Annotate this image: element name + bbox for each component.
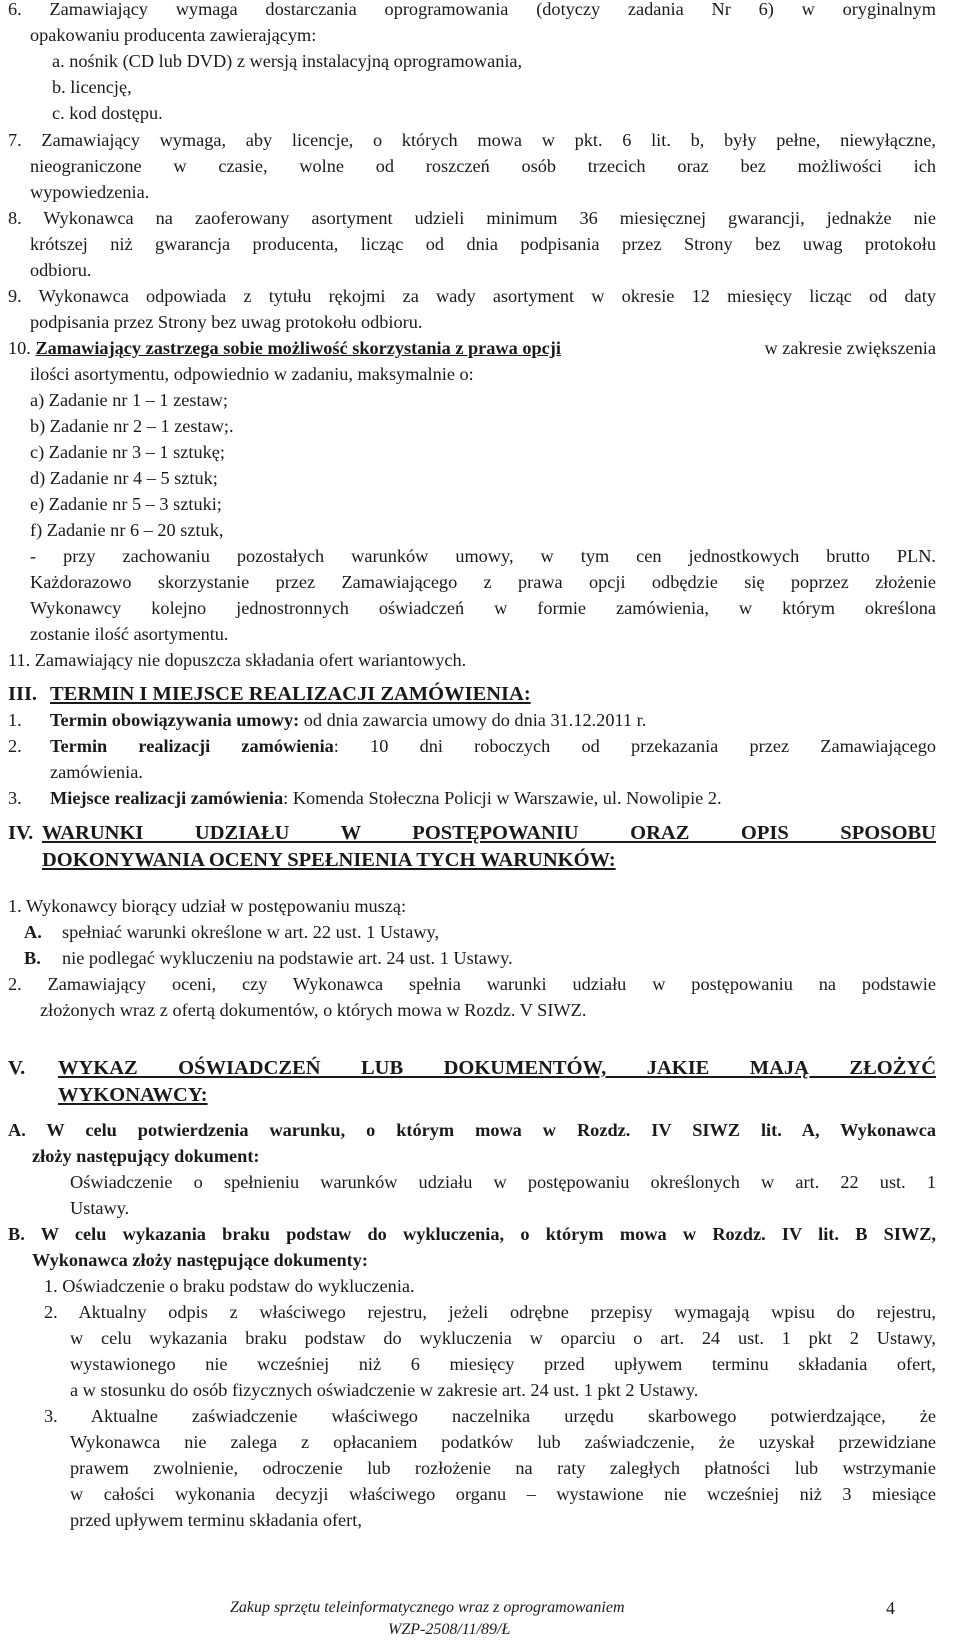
section-5-a-text-2: Ustawy. (70, 1198, 130, 1218)
section-3-item-3-label: Miejsce realizacji zamówienia (50, 788, 284, 808)
section-4-title-line-2: DOKONYWANIA OCENY SPEŁNIENIA TYCH WARUNKÓW: (42, 849, 616, 871)
section-3-item-1-label: Termin obowiązywania umowy: (50, 710, 300, 730)
section-5-b-item-3-line-1: 3. Aktualne zaświadczenie właściwego naczelnika urzędu skarbowego potwierdzające, że (44, 1406, 936, 1426)
section-3-item-3-text: : Komenda Stołeczna Policji w Warszawie, ul. Nowolipie 2. (283, 788, 722, 808)
section-4-item-2-line-1: 2. Zamawiający oceni, czy Wykonawca spełnia warunki udziału w postępowaniu na podstawie (8, 974, 936, 994)
section-5-a-line-2: złoży następujący dokument: (32, 1146, 260, 1166)
item-9-line-2: podpisania przez Strony bez uwag protokołu odbioru. (30, 312, 423, 332)
section-3-item-3-number: 3. (8, 788, 22, 808)
item-10-line-2: ilości asortymentu, odpowiednio w zadaniu, maksymalnie o: (30, 364, 474, 384)
item-10-option-clause: Zamawiający zastrzega sobie możliwość skorzystania z prawa opcji (35, 338, 561, 358)
section-5-b-item-3-line-4: w całości wykonania decyzji właściwego organu – wystawione nie wcześniej niż 3 miesiące (70, 1484, 936, 1504)
section-5-b-item-2-line-3: wystawionego nie wcześniej niż 6 miesięcy przed upływem terminu składania ofert, (70, 1354, 936, 1374)
item-7-line-1: 7. Zamawiający wymaga, aby licencje, o których mowa w pkt. 6 lit. b, były pełne, niewyłączne, (8, 130, 936, 150)
section-3-item-1-number: 1. (8, 710, 22, 730)
option-item: a) Zadanie nr 1 – 1 zestaw; (30, 390, 228, 410)
section-3-item-1 (8, 707, 646, 734)
condition-a-letter: A. (24, 922, 42, 942)
item-6-line-1: 6. Zamawiający wymaga dostarczania oprogramowania (dotyczy zadania Nr 6) w oryginalnym (8, 0, 936, 19)
item-10-tail-4: zostanie ilość asortymentu. (30, 624, 229, 644)
option-item: c) Zadanie nr 3 – 1 sztukę; (30, 442, 225, 462)
item-9-line-1: 9. Wykonawca odpowiada z tytułu rękojmi za wady asortyment w okresie 12 miesięcy licząc od daty (8, 286, 936, 306)
footer-title: Zakup sprzętu teleinformatycznego wraz z oprogramowaniem (230, 1599, 625, 1616)
item-11: 11. Zamawiający nie dopuszcza składania ofert wariantowych. (8, 650, 467, 670)
section-5-title-line-2: WYKONAWCY: (58, 1084, 208, 1106)
item-6-line-2: opakowaniu producenta zawierającym: (30, 25, 317, 45)
section-5-b-item-2-line-1: 2. Aktualny odpis z właściwego rejestru, jeżeli odrębne przepisy wymagają wpisu do rejestru, (44, 1302, 936, 1322)
condition-b-letter: B. (24, 948, 41, 968)
item-10-tail-1: - przy zachowaniu pozostałych warunków umowy, w tym cen jednostkowych brutto PLN. (30, 546, 936, 566)
section-5-a-text-1: Oświadczenie o spełnieniu warunków udziału w postępowaniu określonych w art. 22 ust. 1 (70, 1172, 936, 1192)
section-5-b-line-1: B. W celu wykazania braku podstaw do wykluczenia, o którym mowa w Rozdz. IV lit. B SIWZ, (8, 1224, 936, 1244)
item-10-tail-3: Wykonawcy kolejno jednostronnych oświadczeń w formie zamówienia, w którym określona (30, 598, 936, 618)
item-10-tail-2: Każdorazowo skorzystanie przez Zamawiającego z prawa opcji odbędzie się poprzez złożenie (30, 572, 936, 592)
item-7-line-3: wypowiedzenia. (30, 182, 150, 202)
condition-b-text: nie podlegać wykluczeniu na podstawie art. 24 ust. 1 Ustawy. (62, 948, 513, 968)
condition-a-text: spełniać warunki określone w art. 22 ust. 1 Ustawy, (62, 922, 440, 942)
section-5-b-item-2-line-2: w celu wykazania braku podstaw do wykluczenia w oparciu o art. 24 ust. 1 pkt 2 Ustawy, (70, 1328, 936, 1348)
section-5-b-line-2: Wykonawca złoży następujące dokumenty: (32, 1250, 368, 1270)
item-10-rest: w zakresie zwiększenia (764, 338, 936, 358)
item-6-sub-b: b. licencję, (52, 77, 132, 97)
section-5-b-item-1: 1. Oświadczenie o braku podstaw do wykluczenia. (44, 1276, 415, 1296)
section-5-b-item-2-line-4: a w stosunku do osób fizycznych oświadczenie w zakresie art. 24 ust. 1 pkt 2 Ustawy. (70, 1380, 699, 1400)
section-4-title-line-1: WARUNKI UDZIAŁU W POSTĘPOWANIU ORAZ OPIS SPOSOBU (42, 822, 936, 844)
item-6-sub-c: c. kod dostępu. (52, 103, 163, 123)
section-5-b-item-3-line-3: prawem zwolnienie, odroczenie lub rozłożenie na raty zaległych płatności lub wstrzymanie (70, 1458, 936, 1478)
section-3-title: TERMIN I MIEJSCE REALIZACJI ZAMÓWIENIA: (50, 683, 531, 705)
option-item: b) Zadanie nr 2 – 1 zestaw;. (30, 416, 234, 436)
item-7-line-2: nieograniczone w czasie, wolne od roszczeń osób trzecich oraz bez możliwości ich (30, 156, 936, 176)
page-number: 4 (886, 1598, 895, 1618)
item-10-line-1 (8, 335, 936, 362)
section-4-number: IV. (8, 822, 34, 844)
section-3-item-2-line-1: Termin realizacji zamówienia: 10 dni roboczych od przekazania przez Zamawiającego (50, 736, 937, 756)
section-4-heading-line-1 (8, 820, 936, 847)
option-item: f) Zadanie nr 6 – 20 sztuk, (30, 520, 224, 540)
item-6-sub-a: a. nośnik (CD lub DVD) z wersją instalacyjną oprogramowania, (52, 51, 523, 71)
option-item: d) Zadanie nr 4 – 5 sztuk; (30, 468, 218, 488)
section-3-item-3 (8, 785, 722, 812)
item-8-line-1: 8. Wykonawca na zaoferowany asortyment udzieli minimum 36 miesięcznej gwarancji, jednakże nie (8, 208, 936, 228)
section-5-heading-line-1 (8, 1055, 936, 1082)
section-3-item-2 (8, 733, 936, 760)
footer-reference: WZP-2508/11/89/Ł (388, 1621, 511, 1638)
section-3-item-1-text: od dnia zawarcia umowy do dnia 31.12.2011 r. (299, 710, 647, 730)
section-4-condition-a (24, 919, 439, 946)
section-4-item-2-line-2: złożonych wraz z ofertą dokumentów, o których mowa w Rozdz. V SIWZ. (40, 1000, 587, 1020)
option-item: e) Zadanie nr 5 – 3 sztuki; (30, 494, 222, 514)
section-3-heading (8, 681, 531, 708)
section-3-item-2-number: 2. (8, 736, 22, 756)
section-4-item-1: 1. Wykonawcy biorący udział w postępowaniu muszą: (8, 896, 407, 916)
section-3-number: III. (8, 683, 38, 705)
section-4-condition-b (24, 945, 513, 972)
item-8-line-2: krótszej niż gwarancja producenta, licząc od dnia podpisania przez Strony bez uwag protokołu (30, 234, 936, 254)
section-5-number: V. (8, 1057, 26, 1079)
section-5-title-line-1: WYKAZ OŚWIADCZEŃ LUB DOKUMENTÓW, JAKIE MAJĄ ZŁOŻYĆ (58, 1057, 936, 1079)
section-5-a-line-1: A. W celu potwierdzenia warunku, o którym mowa w Rozdz. IV SIWZ lit. A, Wykonawca (8, 1120, 936, 1140)
item-10-number: 10. (8, 338, 31, 358)
section-5-b-item-3-line-2: Wykonawca nie zalega z opłacaniem podatków lub zaświadczenie, że uzyskał przewidziane (70, 1432, 936, 1452)
section-5-b-item-3-line-5: przed upływem terminu składania ofert, (70, 1510, 362, 1530)
item-8-line-3: odbioru. (30, 260, 92, 280)
section-3-item-2-line-2: zamówienia. (50, 762, 143, 782)
